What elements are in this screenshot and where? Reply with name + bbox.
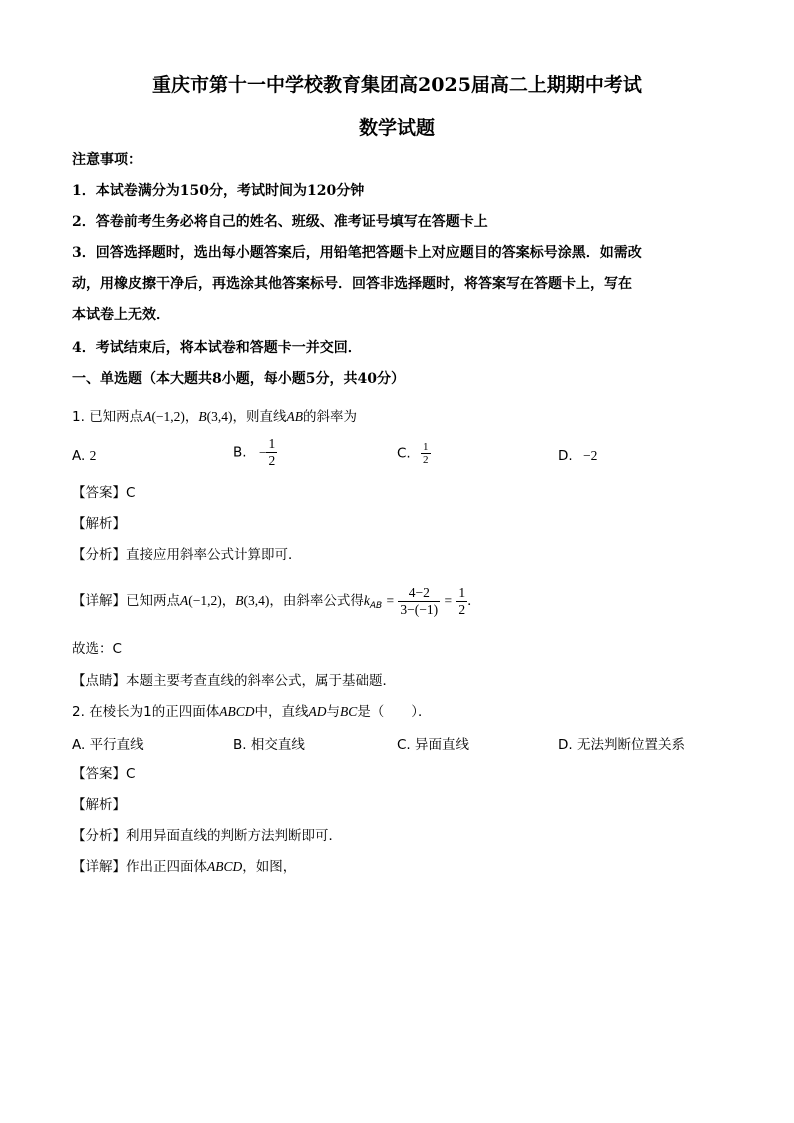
q2-xiangjie-tetrahedron-label: ABCD [207, 859, 243, 874]
q1-dianjing-tag: 【点睛】 [72, 673, 126, 689]
q1-point-a-label: A [143, 409, 152, 424]
q1-equals-1: = [386, 593, 395, 608]
q1-xiangjie-point-b-label: B [235, 593, 244, 608]
q1-option-c-numerator: 1 [423, 441, 429, 453]
q1-point-b-coords: (3,4) [206, 409, 233, 424]
q2-stem-a: 在棱长为1的正四面体 [89, 704, 220, 720]
q1-analysis-tag: 【解析】 [72, 516, 126, 532]
notice-item-1: 1．本试卷满分为150分，考试时间为120分钟 [72, 183, 365, 199]
q1-option-c-denominator: 2 [423, 454, 429, 466]
q1-xiangjie-point-a-label: A [180, 593, 189, 608]
q2-xiangjie [72, 857, 296, 877]
q1-xiangjie-tag: 【详解】 [72, 593, 126, 609]
q1-option-a-value: 2 [89, 448, 97, 463]
q2-xiangjie-tag: 【详解】 [72, 859, 126, 875]
q2-line-ad: AD [308, 704, 327, 719]
q1-dianjing-text: 本题主要考查直线的斜率公式，属于基础题． [126, 673, 396, 689]
q1-fenxi-text: 直接应用斜率公式计算即可． [126, 547, 302, 563]
q2-stem [72, 702, 432, 722]
q2-xiangjie-text-b: ，如图， [242, 859, 297, 875]
q1-sep: ， [184, 409, 199, 425]
q1-fenxi [72, 545, 302, 565]
q2-answer [72, 764, 135, 784]
q1-option-b-denominator: 2 [268, 453, 276, 468]
q1-slope-numerator: 4−2 [398, 585, 440, 602]
q2-xiangjie-text-a: 作出正四面体 [126, 859, 207, 875]
q1-option-b [233, 436, 277, 469]
notice-item-3-line-3: 本试卷上无效． [72, 307, 170, 323]
q1-option-d [558, 448, 597, 464]
q1-option-a-letter: A. [72, 448, 86, 464]
q2-stem-d: 是（ ）． [357, 704, 432, 720]
q1-result-denominator: 2 [458, 601, 466, 617]
q1-answer [72, 483, 135, 503]
q2-number: 2. [72, 704, 85, 720]
q2-analysis-tag: 【解析】 [72, 797, 126, 813]
notice-item-3-line-2: 动，用橡皮擦干净后，再选涂其他答案标号．回答非选择题时，将答案写在答题卡上，写在 [72, 276, 632, 292]
q1-option-d-value: −2 [582, 448, 598, 463]
q1-final-choice: 故选：C [72, 641, 122, 657]
q2-fenxi [72, 826, 342, 846]
q1-answer-tag: 【答案】 [72, 485, 126, 501]
q1-dianjing [72, 671, 396, 691]
q1-fenxi-tag: 【分析】 [72, 547, 126, 563]
q1-point-b-label: B [198, 409, 207, 424]
q1-xiangjie [72, 582, 481, 625]
q1-xiangjie-text-b: ，由斜率公式得 [269, 593, 364, 609]
q2-stem-b: 中，直线 [254, 704, 309, 720]
notice-heading: 注意事项： [72, 152, 142, 168]
q2-option-c: C. 异面直线 [397, 737, 470, 753]
q1-option-b-letter: B. [233, 444, 247, 461]
exam-title: 重庆市第十一中学校教育集团高2025届高二上期期中考试 [152, 74, 642, 96]
q1-option-b-fraction [266, 436, 277, 469]
q1-xiangjie-text-a: 已知两点 [126, 593, 180, 609]
notice-item-2: 2．答卷前考生务必将自己的姓名、班级、准考证号填写在答题卡上 [72, 214, 488, 230]
q1-xiangjie-point-b-coords: (3,4) [243, 593, 270, 608]
q1-option-c [397, 441, 431, 466]
q1-result-fraction [456, 585, 467, 618]
q1-option-c-letter: C. [397, 445, 411, 462]
q2-line-bc: BC [340, 704, 358, 719]
q1-line-label: AB [286, 409, 304, 424]
q1-option-c-fraction [421, 441, 431, 466]
q1-stem-a: 已知两点 [89, 409, 144, 425]
q1-equals-2: = [444, 593, 453, 608]
q1-answer-value: C [126, 485, 136, 501]
q2-option-d: D. 无法判断位置关系 [558, 737, 685, 753]
q1-number: 1. [72, 409, 85, 425]
section-1-heading: 一、单选题（本大题共8小题，每小题5分，共40分） [72, 371, 405, 387]
q1-stem-b: ，则直线 [232, 409, 287, 425]
q2-fenxi-tag: 【分析】 [72, 828, 126, 844]
q1-xiangjie-point-a-coords: (−1,2) [188, 593, 222, 608]
q2-tetrahedron-label: ABCD [219, 704, 255, 719]
q1-slope-denominator: 3−(−1) [400, 601, 439, 617]
q2-option-a: A. 平行直线 [72, 737, 144, 753]
q1-slope-subscript: AB [369, 601, 383, 611]
q1-stem [72, 407, 357, 427]
q1-option-b-sign: − [258, 444, 267, 460]
q1-point-a-coords: (−1,2) [151, 409, 185, 424]
q2-option-b: B. 相交直线 [233, 737, 305, 753]
q1-option-d-letter: D. [558, 448, 573, 464]
q1-option-a [72, 448, 96, 464]
q1-result-numerator: 1 [458, 584, 466, 600]
q2-fenxi-text: 利用异面直线的判断方法判断即可． [126, 828, 342, 844]
notice-item-4: 4．考试结束后，将本试卷和答题卡一并交回． [72, 340, 362, 356]
exam-subtitle: 数学试题 [358, 117, 435, 139]
q2-stem-c: 与 [326, 704, 341, 720]
q1-stem-c: 的斜率为 [303, 409, 358, 425]
q1-option-b-numerator: 1 [268, 436, 276, 451]
q2-answer-tag: 【答案】 [72, 766, 126, 782]
q1-period: ． [467, 593, 481, 609]
q1-xiangjie-sep: ， [221, 593, 236, 609]
q1-slope-symbol: k [363, 593, 370, 608]
notice-item-3-line-1: 3．回答选择题时，选出每小题答案后，用铅笔把答题卡上对应题目的答案标号涂黑．如需改 [72, 245, 642, 261]
q2-answer-value: C [126, 766, 136, 782]
q1-slope-fraction [398, 585, 440, 618]
